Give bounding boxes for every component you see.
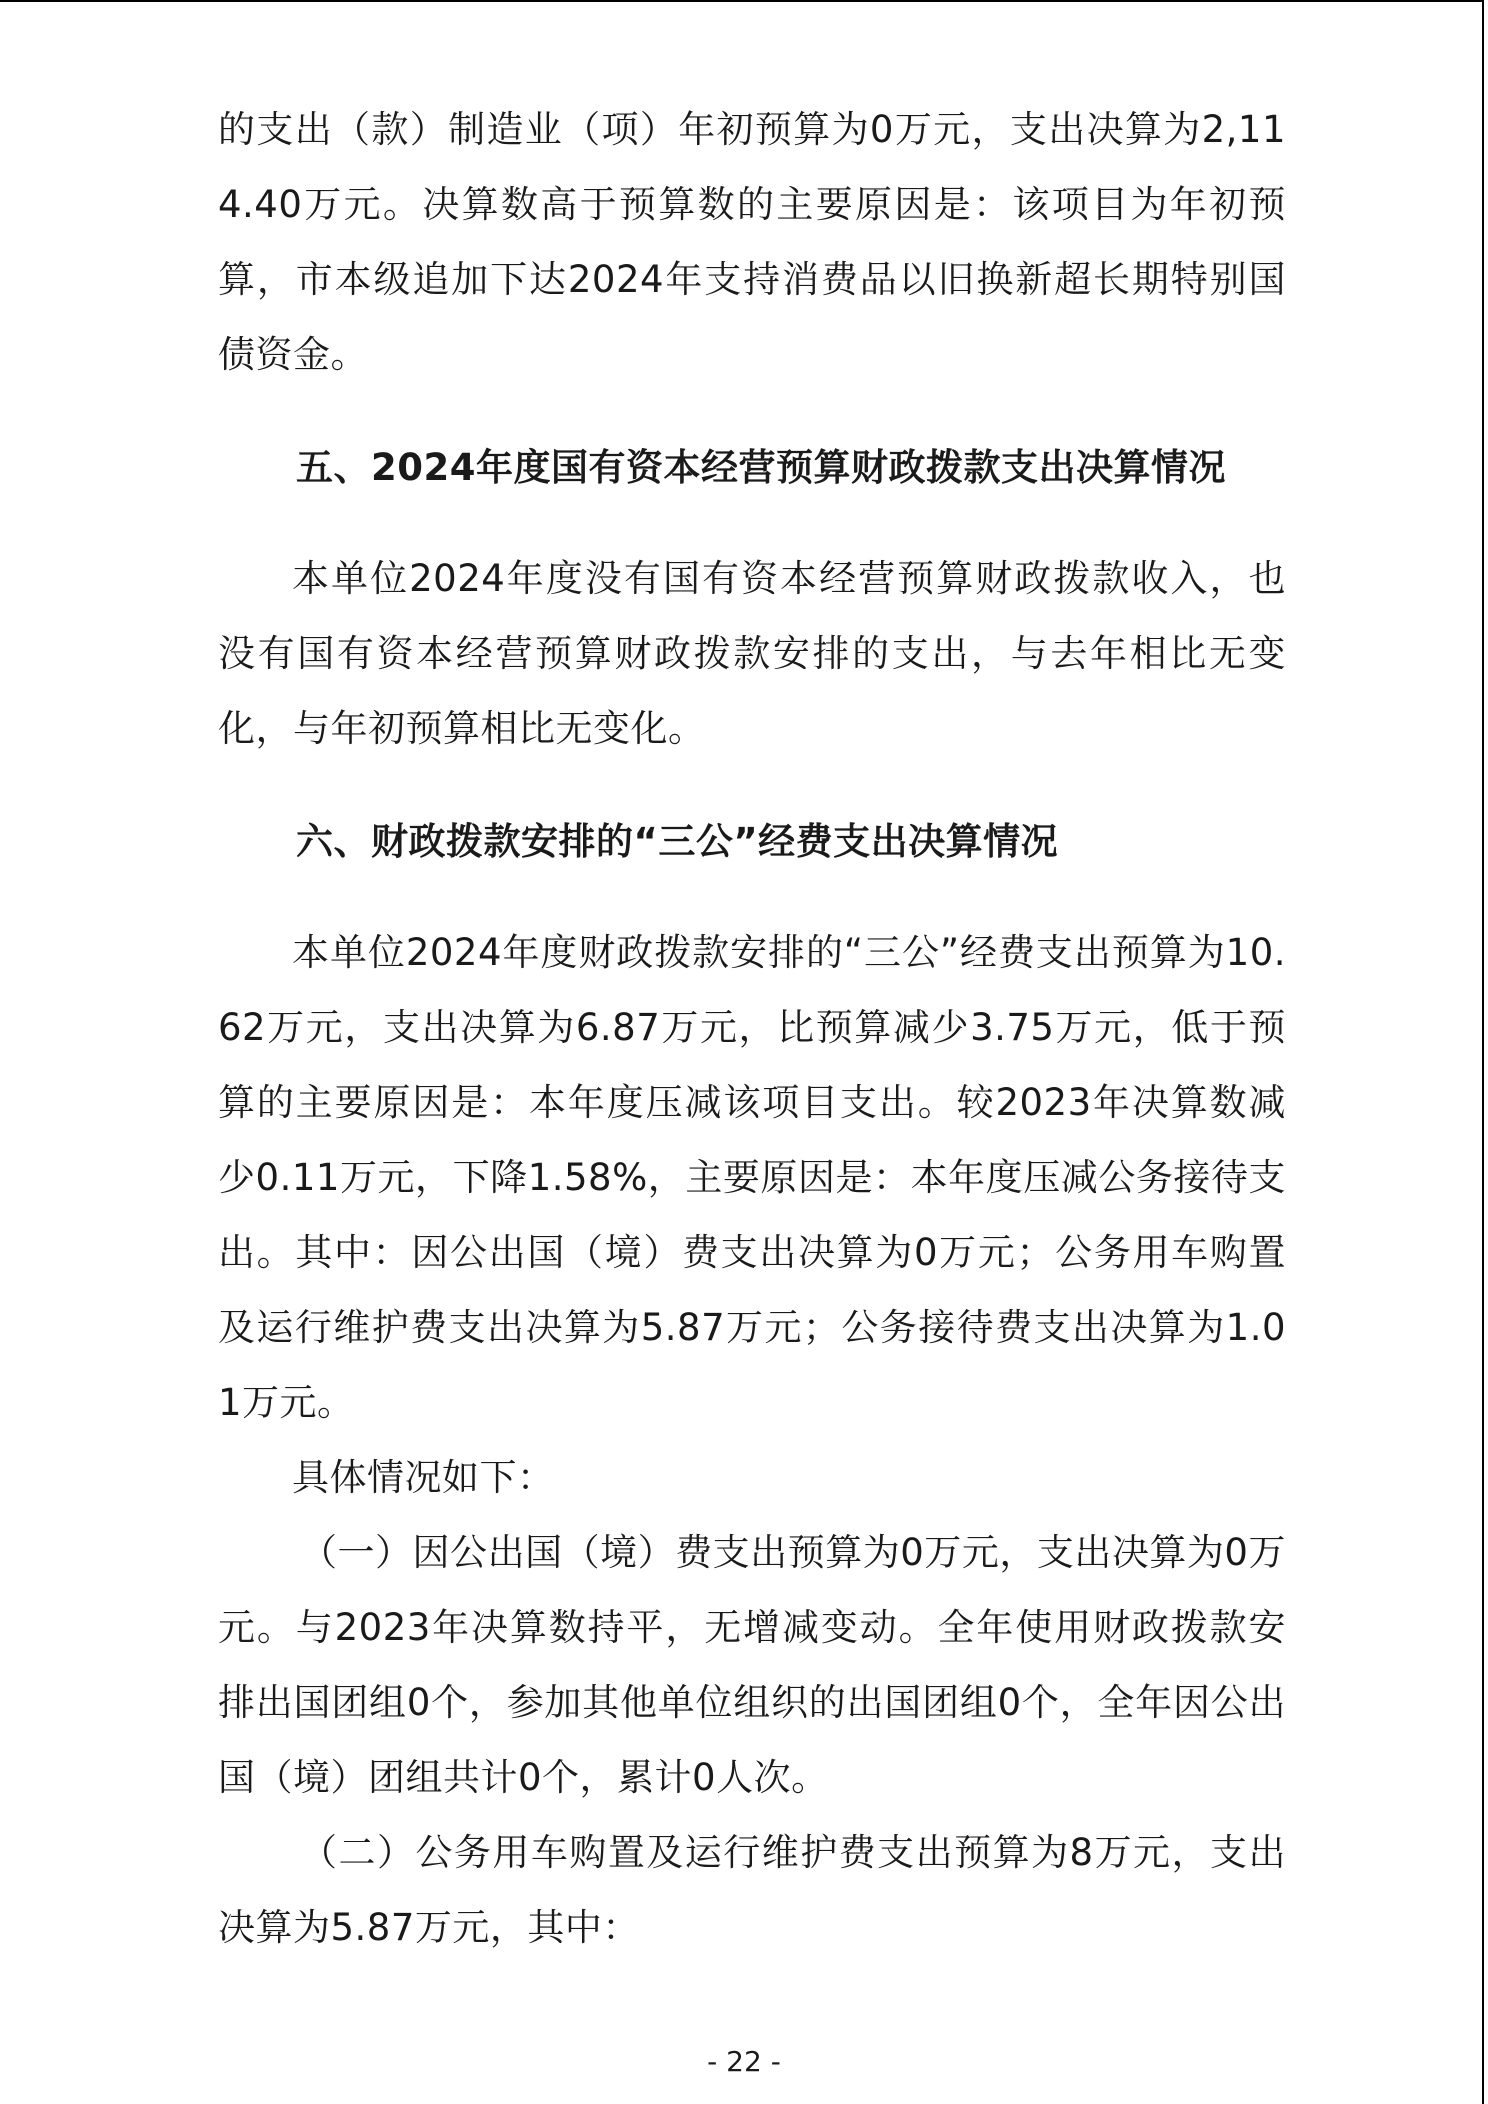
section-heading-five: 五、2024年度国有资本经营预算财政拨款支出决算情况 xyxy=(296,446,1226,489)
paragraph-item-one: （一）因公出国（境）费支出预算为0万元，支出决算为0万元。与2023年决算数持平，无增减变动。全年使用财政拨款安排出国团组0个，参加其他单位组织的出国团组0个，全年因公出国（境）团组共计0个，累计0人次。 xyxy=(218,1531,1286,1799)
spacer xyxy=(218,766,1286,804)
paragraph-item-two: （二）公务用车购置及运行维护费支出预算为8万元，支出决算为5.87万元，其中： xyxy=(218,1831,1286,1949)
page-number: - 22 - xyxy=(707,2045,781,2078)
paragraph-section-five: 本单位2024年度没有国有资本经营预算财政拨款收入，也没有国有资本经营预算财政拨款安排的支出，与去年相比无变化，与年初预算相比无变化。 xyxy=(218,557,1286,750)
spacer xyxy=(218,879,1286,915)
spacer xyxy=(218,505,1286,541)
paragraph-opening: 的支出（款）制造业（项）年初预算为0万元，支出决算为2,114.40万元。决算数高于预算数的主要原因是：该项目为年初预算，市本级追加下达2024年支持消费品以旧换新超长期特别国债资金。 xyxy=(218,108,1286,376)
paragraph-details-intro: 具体情况如下： xyxy=(292,1456,555,1499)
section-heading-six: 六、财政拨款安排的“三公”经费支出决算情况 xyxy=(296,820,1059,863)
document-body xyxy=(218,92,1286,1965)
paragraph-section-six: 本单位2024年度财政拨款安排的“三公”经费支出预算为10.62万元，支出决算为6.87万元，比预算减少3.75万元，低于预算的主要原因是：本年度压减该项目支出。较2023年决算数减少0.11万元，下降1.58%，主要原因是：本年度压减公务接待支出。其中：因公出国（境）费支出决算为0万元；公务用车购置及运行维护费支出决算为5.87万元；公务接待费支出决算为1.01万元。 xyxy=(218,931,1286,1424)
spacer xyxy=(218,392,1286,430)
